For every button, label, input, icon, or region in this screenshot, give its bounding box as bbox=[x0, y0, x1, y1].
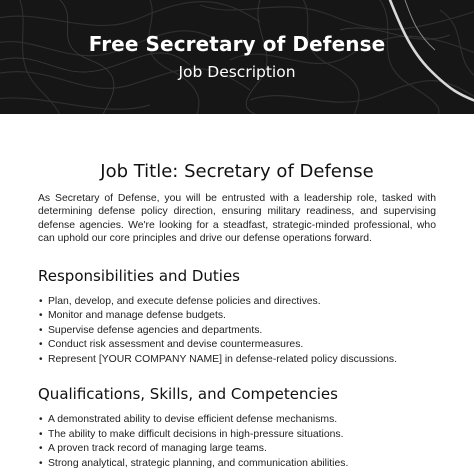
bullet-icon: • bbox=[39, 443, 43, 455]
bullet-icon: • bbox=[39, 353, 43, 365]
bullet-icon: • bbox=[39, 295, 43, 307]
header-banner bbox=[0, 0, 474, 114]
qualifications-heading: Qualifications, Skills, and Competencies bbox=[38, 385, 338, 404]
document-body bbox=[0, 160, 474, 471]
header-subtitle: Job Description bbox=[178, 63, 296, 81]
intro-paragraph: As Secretary of Defense, you will be entrusted with a leadership role, tasked with determining defense policy direction, ensuring military readiness, and supervising defense agencies. We're looking for a steadfast, strategic-minded professional, who can uphold our core principles and drive our defense operations forward. bbox=[38, 193, 436, 245]
list-item: • Monitor and manage defense budgets. bbox=[48, 309, 436, 324]
list-item: • A demonstrated ability to devise efficient defense mechanisms. bbox=[48, 413, 436, 428]
responsibilities-list bbox=[38, 295, 436, 368]
list-item: • Conduct risk assessment and devise countermeasures. bbox=[48, 338, 436, 353]
list-item: • Strong analytical, strategic planning, and communication abilities. bbox=[48, 457, 436, 472]
bullet-icon: • bbox=[39, 339, 43, 351]
bullet-icon: • bbox=[39, 428, 43, 440]
bullet-icon: • bbox=[39, 324, 43, 336]
header-title: Free Secretary of Defense bbox=[88, 32, 386, 56]
marble-texture-background bbox=[0, 0, 474, 114]
list-item: • A proven track record of managing large teams. bbox=[48, 442, 436, 457]
list-item: • Represent [YOUR COMPANY NAME] in defense-related policy discussions. bbox=[48, 353, 436, 368]
bullet-icon: • bbox=[39, 414, 43, 426]
qualifications-list bbox=[38, 413, 436, 471]
job-title-heading: Job Title: Secretary of Defense bbox=[100, 161, 374, 182]
bullet-icon: • bbox=[39, 457, 43, 469]
bullet-icon: • bbox=[39, 310, 43, 322]
list-item: • Supervise defense agencies and departments. bbox=[48, 324, 436, 339]
list-item: • The ability to make difficult decisions in high-pressure situations. bbox=[48, 428, 436, 443]
responsibilities-heading: Responsibilities and Duties bbox=[38, 266, 241, 285]
list-item: • Plan, develop, and execute defense policies and directives. bbox=[48, 295, 436, 310]
